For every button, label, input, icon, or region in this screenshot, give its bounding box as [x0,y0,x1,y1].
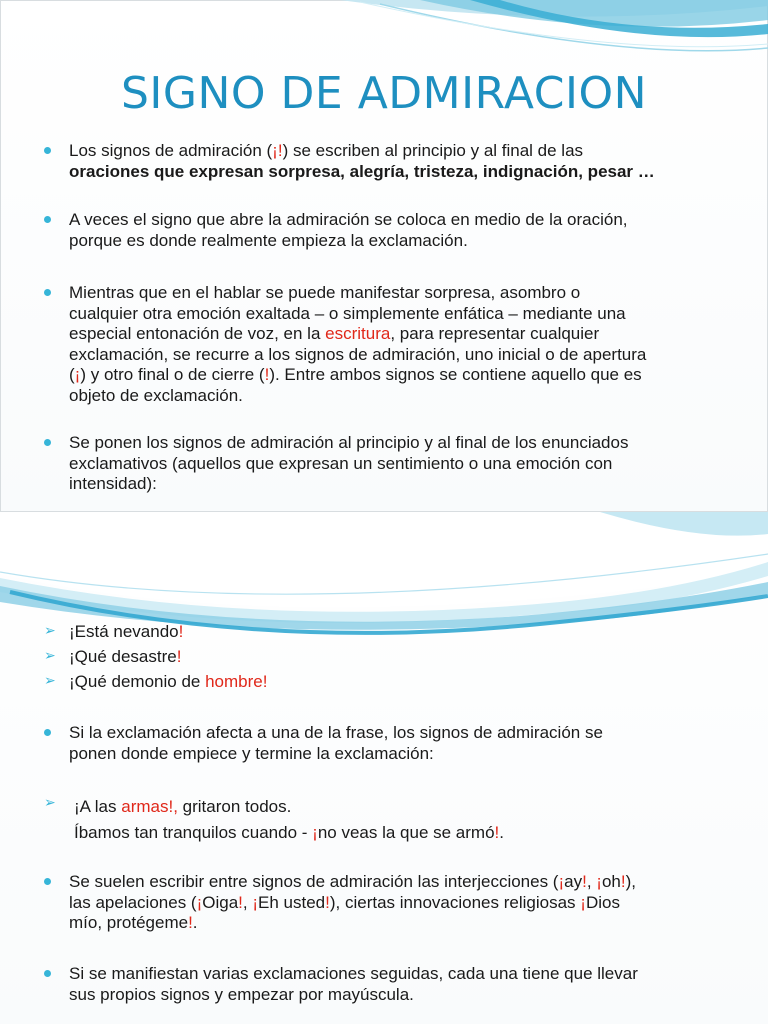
bullet-paragraph-1: Los signos de admiración (¡!) se escriben al principio y al final de las oraciones que expresan sorpresa, alegría, tristeza, indignación, pesar … [69,141,655,181]
bullet-paragraph-2: A veces el signo que abre la admiración se coloca en medio de la oración, porque es donde realmente empieza la exclamación. [69,210,628,250]
bullet-paragraph-6: Se suelen escribir entre signos de admiración las interjecciones (¡ay!, ¡oh!), las apelaciones (¡Oiga!, ¡Eh usted!), ciertas innovaciones religiosas ¡Dios mío, protégeme!. [69,872,637,932]
slide-2 [0,512,768,1024]
arrow-bullet-icon: ➢ [44,623,56,639]
example-block-4: ¡A las armas!, gritaron todos. Íbamos tan tranquilos cuando - ¡no veas la que se armó!. [74,797,505,842]
arrow-bullet-icon: ➢ [44,673,56,689]
bullet-icon [44,878,51,885]
bullet-icon [44,216,51,223]
bullet-icon [44,439,51,446]
arrow-bullet-icon: ➢ [44,795,56,811]
example-line-2: ¡Qué desastre! [69,647,182,666]
example-line-1: ¡Está nevando! [69,622,184,641]
bullet-icon [44,289,51,296]
bullet-paragraph-5: Si la exclamación afecta a una de la frase, los signos de admiración se ponen donde empiece y termine la exclamación: [69,723,603,763]
slide-title: SIGNO DE ADMIRACION [121,68,647,119]
bullet-paragraph-7: Si se manifiestan varias exclamaciones seguidas, cada una tiene que llevar sus propios signos y empezar por mayúscula. [69,964,638,1004]
bullet-paragraph-3: Mientras que en el hablar se puede manifestar sorpresa, asombro o cualquier otra emoción exaltada – o simplemente enfática – mediante una especial entonación de voz, en la escritura, para representar cualquier exclamación, se recurre a los signos de admiración, uno inicial o de apertura (¡) y otro final o de cierre (!). Entre ambos signos se contiene aquello que es objeto de exclamación. [69,283,647,405]
bullet-icon [44,970,51,977]
bullet-icon [44,729,51,736]
bullet-paragraph-4: Se ponen los signos de admiración al principio y al final de los enunciados exclamativos (aquellos que expresan un sentimiento o una emoción con intensidad): [69,433,629,493]
bullet-icon [44,147,51,154]
header-swoosh-decoration [0,0,768,70]
example-line-3: ¡Qué demonio de hombre! [69,672,268,691]
arrow-bullet-icon: ➢ [44,648,56,664]
